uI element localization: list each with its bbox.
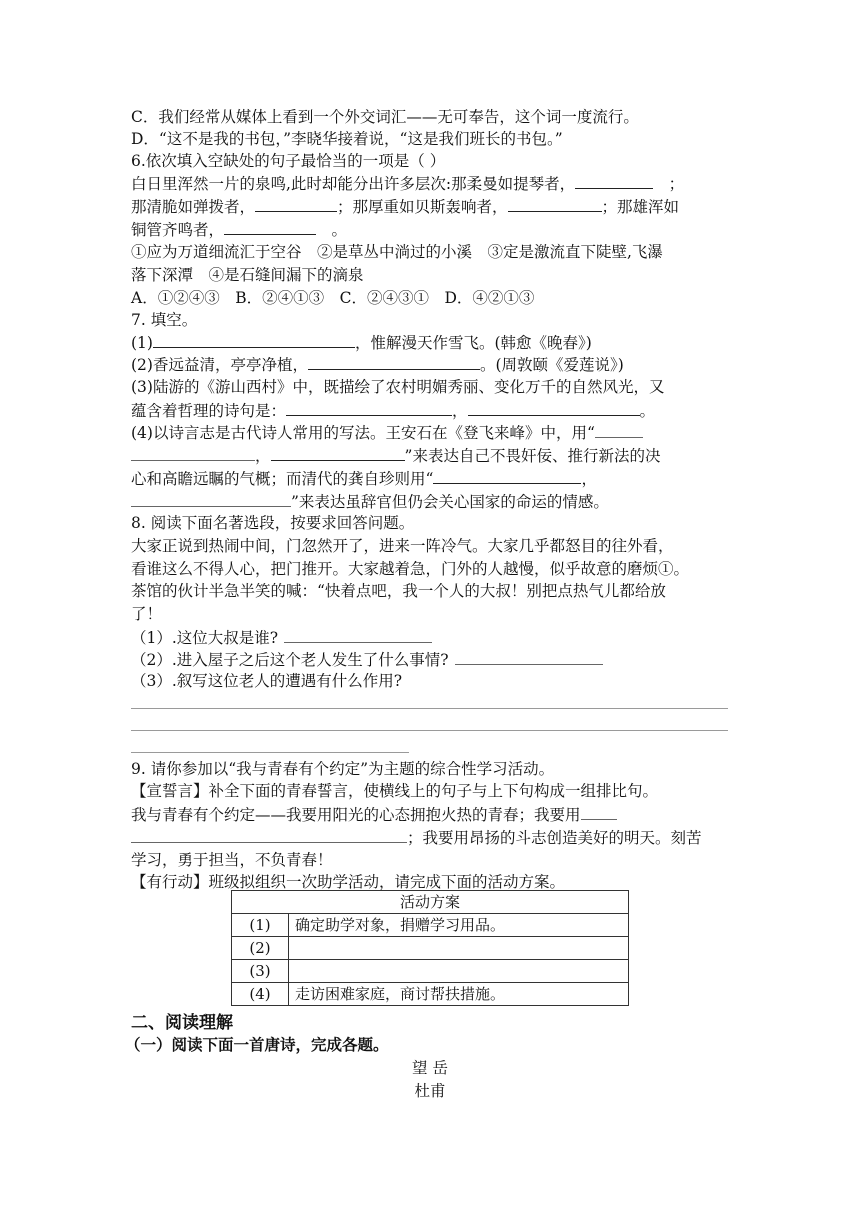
q9-oath-line-2 (131, 826, 702, 849)
q9-text: 补全下面的青春誓言，使横线上的句子与上下句构成一组排比句。 (208, 782, 659, 800)
q9-tag: 【宣誓言】 (131, 782, 209, 800)
q7-item-3: (3)陆游的《游山西村》中，既描绘了农村明媚秀丽、变化万千的自然风光，又 (131, 378, 665, 396)
q6-text: 。 (331, 221, 348, 239)
poem-title: 望 岳 (412, 1059, 448, 1077)
q8-subquestion-2 (131, 648, 603, 671)
poem-author: 杜甫 (414, 1082, 446, 1100)
q9-text: 班级拟组织一次助学活动，请完成下面的活动方案。 (208, 873, 566, 891)
q8-passage-line-2: 看谁这么不得人心，把门推开。大家越着急，门外的人越慢，似乎故意的磨烦①。 (131, 560, 690, 578)
q9-oath-instruction (131, 780, 658, 802)
q6-text: 白日里浑然一片的泉鸣,此时却能分出许多层次:那柔曼如提琴者， (131, 175, 576, 193)
q7-text: (4)以诗言志是古代诗人常用的写法。王安石在《登飞来峰》中，用“ (131, 424, 595, 442)
q6-text: ；那雄浑如 (601, 198, 680, 216)
q7-item-1 (131, 331, 592, 354)
row-number: (2) (232, 937, 289, 960)
blank-line[interactable] (433, 467, 581, 484)
q6-passage-line-1 (131, 172, 684, 195)
q7-text: ”来表达自己不畏奸佞、推行新法的决 (404, 447, 661, 465)
table-row (232, 960, 629, 983)
q6-choices: A．①②④③ B．②④①③ C．②④③① D．④②①③ (131, 289, 535, 307)
q8-text: （1）.这位大叔是谁? (131, 629, 279, 647)
q7-text: 。 (639, 402, 656, 420)
q8-passage-line-3: 茶馆的伙计半急半笑的喊：“快着点吧，我一个人的大叔！别把点热气儿都给放 (131, 582, 666, 600)
section-2-subtitle: （一）阅读下面一首唐诗，完成各题。 (125, 1035, 389, 1054)
q8-subquestion-1 (131, 626, 432, 649)
table-row (232, 914, 629, 937)
blank-line[interactable] (131, 444, 255, 461)
section-2-title: 二、阅读理解 (131, 1013, 233, 1033)
q6-passage-line-3 (131, 218, 347, 241)
q8-text: （2）.进入屋子之后这个老人发生了什么事情? (131, 651, 449, 669)
q7-text: ，惟解漫天作雪飞。(韩愈《晚春》) (354, 334, 592, 352)
blank-line[interactable] (581, 803, 617, 820)
q7-text: ”来表达虽辞官但仍会关心国家的命运的情感。 (291, 493, 609, 511)
q6-stem: 6.依次填入空缺处的句子最恰当的一项是（ ） (131, 152, 446, 170)
blank-line[interactable] (595, 421, 643, 438)
q9-oath-line-3: 学习，勇于担当，不负青春！ (131, 851, 333, 869)
q7-text: 蕴含着哲理的诗句是： (131, 402, 287, 420)
q8-subquestion-3: （3）.叙写这位老人的遭遇有什么作用? (131, 672, 403, 690)
answer-line[interactable] (455, 648, 603, 665)
blank-line[interactable] (255, 195, 337, 212)
q7-text: ， (452, 402, 468, 420)
blank-line[interactable] (286, 399, 452, 416)
q7-item-4-cont-2 (131, 467, 597, 490)
q7-item-4 (131, 421, 643, 444)
answer-line[interactable] (131, 730, 728, 731)
answer-line[interactable] (131, 708, 728, 709)
table-header-row (232, 891, 629, 914)
row-number: (4) (232, 983, 289, 1006)
table-row (232, 983, 629, 1006)
q7-stem: 7. 填空。 (131, 311, 198, 329)
blank-line[interactable] (131, 826, 407, 843)
q9-text: 我与青春有个约定——我要用阳光的心态拥抱火热的青春；我要用 (131, 806, 581, 824)
q6-passage-line-2 (131, 195, 679, 218)
q8-passage-line-4: 了！ (131, 605, 163, 623)
table-row (232, 937, 629, 960)
row-content-blank[interactable] (289, 937, 629, 960)
q7-item-3-cont (131, 399, 655, 422)
q9-stem: 9. 请你参加以“我与青春有个约定”为主题的综合性学习活动。 (131, 760, 555, 778)
q7-item-2 (131, 353, 624, 376)
q7-text: 心和高瞻远瞩的气概；而清代的龚自珍则用“ (131, 470, 434, 488)
q7-text: 。(周敦颐《爱莲说》) (479, 356, 624, 374)
blank-line[interactable] (468, 399, 640, 416)
q6-text: ；那厚重如贝斯轰响者， (337, 198, 508, 216)
q9-oath-line-1 (131, 803, 617, 826)
blank-line[interactable] (508, 195, 602, 212)
q6-text: 那清脆如弹拨者， (131, 198, 256, 216)
q5-option-c: C．我们经常从媒体上看到一个外交词汇——无可奉告，这个词一度流行。 (131, 108, 639, 126)
row-content: 确定助学对象，捐赠学习用品。 (289, 914, 629, 937)
q9-tag: 【有行动】 (131, 873, 209, 891)
blank-line[interactable] (153, 331, 355, 348)
q5-option-d: D．“这不是我的书包，”李晓华接着说，“这是我们班长的书包。” (131, 130, 563, 148)
blank-line[interactable] (271, 444, 405, 461)
q7-text: ， (581, 470, 597, 488)
answer-line[interactable] (284, 626, 432, 643)
q8-passage-line-1: 大家正说到热闹中间，门忽然开了，进来一阵冷气。大家几乎都怒目的往外看， (131, 537, 674, 555)
answer-line[interactable] (131, 752, 409, 753)
q9-text: ；我要用昂扬的斗志创造美好的明天。刻苦 (407, 829, 702, 847)
q6-options-line-2: 落下深潭 ④是石缝间漏下的滴泉 (131, 266, 364, 284)
blank-line[interactable] (131, 490, 291, 507)
blank-line[interactable] (224, 218, 316, 235)
q7-text: ， (255, 447, 271, 465)
q7-item-4-cont-3 (131, 490, 609, 513)
q6-options-line-1: ①应为万道细流汇于空谷 ②是草丛中淌过的小溪 ③定是激流直下陡壁,飞瀑 (131, 243, 663, 261)
row-content-blank[interactable] (289, 960, 629, 983)
activity-plan-table (231, 890, 629, 1006)
q7-text: (1) (131, 334, 153, 352)
q7-item-4-cont-1 (131, 444, 660, 467)
row-number: (1) (232, 914, 289, 937)
q6-text: ； (668, 175, 685, 193)
q7-text: (2)香远益清，亭亭净植， (131, 356, 308, 374)
row-content: 走访困难家庭，商讨帮扶措施。 (289, 983, 629, 1006)
blank-line[interactable] (308, 353, 480, 370)
q6-text: 铜管齐鸣者， (131, 221, 225, 239)
blank-line[interactable] (575, 172, 653, 189)
q8-stem: 8. 阅读下面名著选段，按要求回答问题。 (131, 514, 415, 532)
table-header: 活动方案 (232, 891, 629, 914)
row-number: (3) (232, 960, 289, 983)
